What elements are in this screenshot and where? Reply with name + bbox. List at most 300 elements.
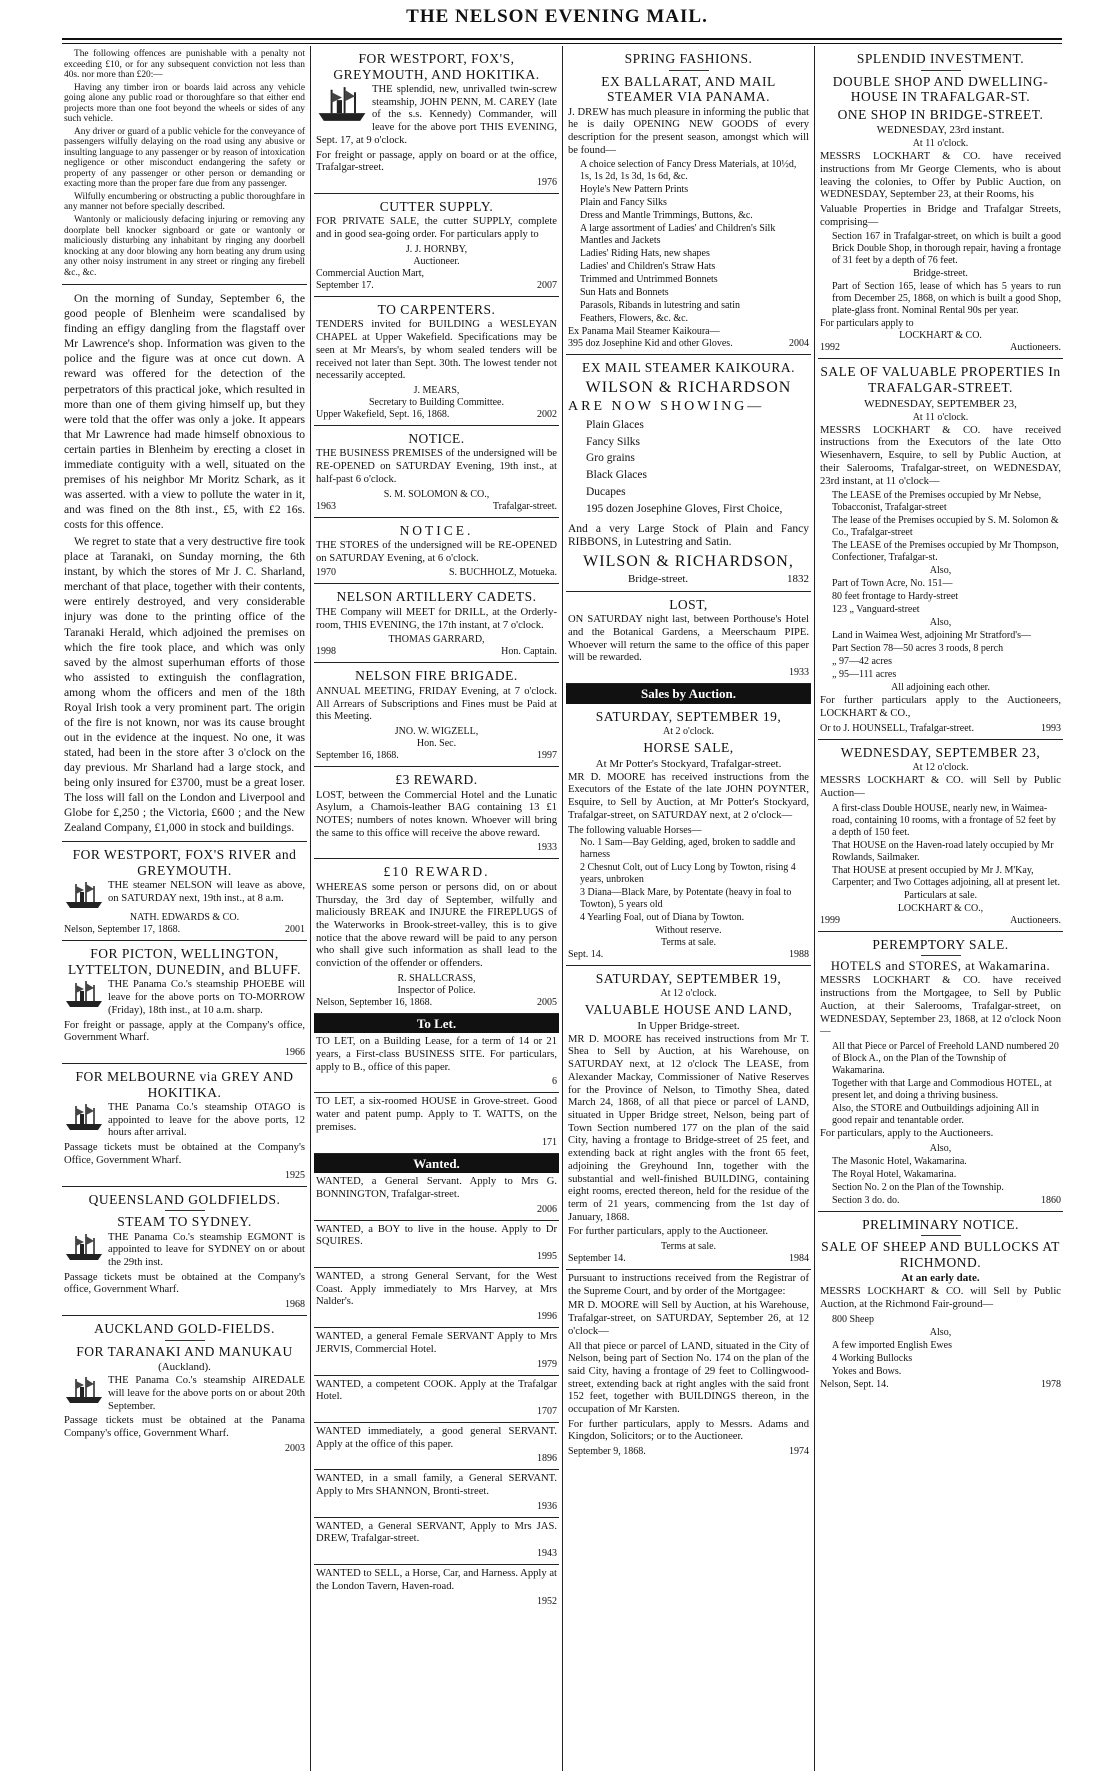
list-item: No. 1 Sam—Bay Gelding, aged, broken to saddle and harness: [580, 836, 796, 860]
ad-text: WANTED, a General Servant. Apply to Mrs G. BONNINGTON, Trafalgar-street.: [316, 1176, 557, 1200]
column-2: [314, 46, 559, 1771]
ad-notice-solomon: [314, 426, 559, 518]
ad-heading: PEREMPTORY SALE.: [872, 936, 1009, 952]
list-item: Parasols, Ribands in lutestring and satin: [580, 300, 740, 312]
ad-heading: CUTTER SUPPLY.: [379, 198, 494, 214]
list-item: Dress and Mantle Trimmings, Buttons, &c.: [580, 210, 753, 222]
list-item: Yokes and Bows.: [832, 1365, 902, 1377]
ad-subheading: VALUABLE HOUSE AND LAND,: [584, 1002, 793, 1018]
ad-text: MESSRS LOCKHART & CO. will Sell by Public Auction, at the Richmond Fair-ground—: [820, 1286, 1061, 1311]
ad-footer: [64, 1047, 305, 1059]
ad-date: September 9, 1868.: [568, 1446, 646, 1458]
column-1: [62, 46, 307, 1771]
ad-signature: LOCKHART & CO.,: [897, 902, 984, 914]
ad-text: For freight or passage, apply at the Company's office, Government Wharf.: [64, 1019, 305, 1044]
ad-signature: J. J. HORNBY,: [405, 243, 468, 255]
ad-text: All that piece or parcel of LAND, situated in the City of Nelson, being part of Section No. 174 on the plan of the said City, having a frontage of 29 feet to Collingwood-street, extending back at right angles with the said front 152 feet, together with BUILDINGS thereon, in the occupation of Mr Karsten.: [568, 1340, 809, 1416]
list-item: The LEASE of the Premises occupied by Mr Thompson, Confectioner, Trafalgar-st.: [832, 540, 1059, 564]
ad-place: Trafalgar-street.: [492, 500, 557, 512]
ad-number: 1999: [820, 914, 840, 926]
ad-heading: FOR WESTPORT, FOX'S, GREYMOUTH, AND HOKITIKA.: [333, 51, 540, 82]
ad-subheading: EX BALLARAT, AND MAIL STEAMER VIA PANAMA.: [601, 73, 776, 105]
ad-subheading: DOUBLE SHOP AND DWELLING-HOUSE IN TRAFALGAR-ST.: [832, 73, 1049, 105]
ad-text: MESSRS LOCKHART & CO. have received instructions from the Mortgagee, to Sell by Public Auction, at their Salerooms, Trafalgar-street, on WEDNESDAY, September 23, 1868, at 12 o'clock Noon—: [820, 975, 1061, 1038]
list-item: 123 „ Vanguard-street: [832, 604, 920, 616]
ad-text: WANTED, a General SERVANT, Apply to Mrs JAS. DREW, Trafalgar-street.: [316, 1520, 557, 1545]
ad-number: 2004: [789, 338, 809, 350]
ad-heading: AUCKLAND GOLD-FIELDS.: [94, 1321, 275, 1337]
ad-date: September 14.: [568, 1253, 626, 1265]
ad-text: TO LET, on a Building Lease, for a term of 14 or 21 years, a First-class BUSINESS SITE. For particulars, apply to B., office of this paper.: [316, 1036, 557, 1073]
column-divider: [562, 46, 563, 1771]
list-item: Part Section 78—50 acres 3 roods, 8 perch: [832, 643, 1004, 655]
ad-text: Passage tickets must be obtained at the Company's office, Government Wharf.: [64, 1271, 305, 1296]
ad-preliminary-notice: [818, 1212, 1063, 1395]
ad-text: MESSRS LOCKHART & CO. will Sell by Public Auction—: [820, 775, 1061, 799]
steamship-icon: [64, 979, 104, 1009]
ad-wanted: [314, 1565, 559, 1611]
ad-footer: [316, 1596, 557, 1608]
ad-text: THE BUSINESS PREMISES of the undersigned will be RE-OPENED on SATURDAY Evening, 19th inst., at half-past 6 o'clock.: [316, 448, 557, 485]
column-3: [566, 46, 811, 1771]
newspaper-title: THE NELSON EVENING MAIL.: [406, 6, 708, 27]
ad-subheading: HORSE SALE,: [643, 740, 734, 756]
penalty-paragraph: Having any timber iron or boards laid across any vehicle going alone any public road or thoroughfare so that either end projects more than one foot beyond the wheels or sides of any such vehicle.: [64, 82, 305, 125]
list-item: Trimmed and Untrimmed Bonnets: [580, 274, 718, 286]
ad-sub: At Mr Potter's Stockyard, Trafalgar-street.: [595, 757, 782, 770]
firm-name: WILSON & RICHARDSON: [585, 378, 792, 396]
ad-wanted: [314, 1268, 559, 1328]
list-item: The LEASE of the Premises occupied by Mr Nebse, Tobacconist, Trafalgar-street: [832, 490, 1042, 514]
ad-cutter-supply: [314, 194, 559, 297]
ad-footer: [316, 280, 557, 292]
ad-footer: [316, 1204, 557, 1216]
list-item: Sun Hats and Bonnets: [580, 287, 669, 299]
ad-text: THE steamer NELSON will leave as above, on SATURDAY next, 19th inst., at 8 a.m.: [108, 880, 305, 905]
ad-text: WANTED, a BOY to live in the house. Apply to Dr SQUIRES.: [316, 1223, 557, 1248]
ad-spring-fashions: [566, 46, 811, 355]
news-article: [62, 285, 307, 842]
ad-note: Also,: [929, 1326, 952, 1338]
ad-sub: In Upper Bridge-street.: [637, 1019, 740, 1032]
ad-text: THE STORES of the undersigned will be RE-OPENED on SATURDAY Evening, at 6 o'clock.: [316, 540, 557, 564]
ad-footer: [64, 1170, 305, 1182]
list-item: Section No. 2 on the Plan of the Township.: [832, 1181, 1004, 1193]
list-item: The lease of the Premises occupied by S. M. Solomon & Co., Trafalgar-street: [832, 515, 1059, 539]
ad-melbourne: [62, 1064, 307, 1187]
ad-artillery: [314, 584, 559, 663]
ad-number: 171: [542, 1136, 557, 1148]
ad-reward-3: [314, 767, 559, 859]
ad-signature: Secretary to Building Committee.: [369, 396, 504, 408]
ad-number: 2006: [537, 1203, 557, 1215]
column-divider: [814, 46, 815, 1771]
ad-number: 1984: [789, 1253, 809, 1265]
ad-sub: At an early date.: [901, 1272, 980, 1285]
ad-text: Passage tickets must be obtained at the Panama Company's office, Government Wharf.: [64, 1415, 305, 1440]
ad-number: 1963: [316, 500, 336, 512]
news-paragraph: On the morning of Sunday, September 6, the good people of Blenheim were scandalised by finding an effigy dangling from the flagstaff over Mr Lawrence's shop. Information was given to the police and the figure was at once cut down. A reward was offered for the detection of the perpetrators of this practical joke, which resulted in more than one of them giving himself up, but they were told that the offer was only a joke. It appears that Mr Lawrence had made himself obnoxious to certain parties in Blenheim by erecting a closet in immediate contiguity with a well, situated on the premises of his neighbor Mr Moritz Schark, as it was asserted. with a view to pollute the water in it, and was fined on the 8th inst., £5, with £2 16s. costs for this offence.: [64, 292, 305, 532]
list-item: Section 3 do. do.: [832, 1194, 900, 1206]
goods-line: Plain Glaces: [586, 418, 644, 431]
news-paragraph: We regret to state that a very destructive fire took place at Taranaki, on Sunday morning, the 6th instant, by which the stores of Mr J. C. Sharland, merchant of that place, together with their contents, were entirely destroyed, and very considerable injury was done to the printing office of the Taranaki Herald, which adjoined the premises on which the fire took place, and which was only saved by the almost superhuman efforts of those who assisted to extinguish the conflagration, among whom the officers and men of the 18th Royal Irish took a very prominent part. The origin of the fire is not known, nor was its cause brought out in the evidence at the inquest. No one, it was stated, had been in the store after 3 o'clock on the day previous. Mr Sharland had a large stock, and being only insured for £3700, must be a great loser. The loss will fall on the London and Liverpool and Globe for £,250 ; the Victoria, £600 ; and the New Zealand Company, £1,000 in stock and buildings.: [64, 535, 305, 835]
ad-footer: [820, 1379, 1061, 1391]
ad-wanted: [314, 1423, 559, 1470]
ad-wanted: [314, 1376, 559, 1423]
ad-note: Also,: [929, 617, 952, 629]
list-item: 800 Sheep: [832, 1313, 874, 1325]
ad-footer: [568, 1253, 809, 1265]
ad-footer: [316, 750, 557, 762]
ad-text: For particulars, apply to the Auctioneers.: [820, 1127, 994, 1139]
ad-text: WHEREAS some person or persons did, on or about Thursday, the 3rd day of September, wilfully and maliciously BREAK and INJURE the FIREPLUGS of the Waterworks in Brook-street-valley, this is to give notice that the above reward will be paid to any person who shall give such information as shall lead to the conviction of the offender or offenders.: [316, 881, 557, 970]
ad-footer: [316, 1548, 557, 1560]
ad-footer: [568, 949, 809, 961]
ad-kaikoura: [566, 355, 811, 591]
ad-sub: Bridge-street.: [913, 268, 968, 280]
ad-number: 2007: [537, 279, 557, 291]
ad-showing: ARE NOW SHOWING—: [568, 399, 765, 415]
ad-heading: QUEENSLAND GOLDFIELDS.: [88, 1191, 281, 1207]
ad-footer: [64, 1299, 305, 1311]
ad-heading: TO CARPENTERS.: [377, 301, 496, 317]
list-item: 4 Working Bullocks: [832, 1352, 913, 1364]
ad-date: Upper Wakefield, Sept. 16, 1868.: [316, 408, 450, 420]
list-item: Ladies' and Children's Straw Hats: [580, 261, 716, 273]
list-item: Together with that Large and Commodious HOTEL, at present let, and doing a thriving business.: [832, 1077, 1052, 1101]
list-item: Plain and Fancy Silks: [580, 197, 667, 209]
list-item: That HOUSE at present occupied by Mr J. M'Kay, Carpenter; and Two Cottages adjoining, all at present let.: [832, 864, 1060, 888]
ad-wanted: [314, 1470, 559, 1517]
ad-number: 2003: [285, 1442, 305, 1454]
steamship-icon: [64, 1232, 104, 1262]
ad-number: 1925: [285, 1169, 305, 1181]
ad-wanted: [314, 1173, 559, 1220]
ad-text: Part of Section 165, lease of which has 5 years to run from December 25, 1868, on which is built a good Shop, plate-glass front. Nominal Rental 90s per year.: [832, 281, 1061, 317]
firm-name: WILSON & RICHARDSON,: [583, 553, 794, 571]
list-item: A choice selection of Fancy Dress Materials, at 10½d, 1s, 1s 2d, 1s 3d, 1s 6d, &c.: [580, 159, 797, 183]
ad-heading: NOTICE.: [408, 430, 465, 446]
ad-footer: [568, 573, 809, 586]
ad-house-land: [566, 966, 811, 1270]
ad-number: 1993: [1041, 722, 1061, 734]
ad-text: 395 doz Josephine Kid and other Gloves.: [568, 338, 733, 350]
ad-number: 1995: [537, 1250, 557, 1262]
goods-line: Black Glaces: [586, 469, 647, 482]
ad-horse-sale: [566, 704, 811, 966]
ad-valuable-properties: [818, 359, 1063, 739]
ad-heading: NELSON ARTILLERY CADETS.: [336, 589, 537, 605]
ad-registrar-sale: [566, 1270, 811, 1462]
ad-place: Bridge-street.: [628, 573, 689, 586]
ad-footer: [316, 1501, 557, 1513]
ad-heading: £10 REWARD.: [383, 864, 490, 880]
ad-text: MR D. MOORE has received instructions from the Executors of the Estate of the late JOHN POYNTER, Esquire, to Sell by Auction, at Mr Potter's Stockyard, Trafalgar-street, on SATURDAY next, at 2 o'clock—: [568, 771, 809, 821]
ad-number: 1952: [537, 1595, 557, 1607]
ad-note: Terms at sale.: [660, 1241, 717, 1253]
ad-date: September 17.: [316, 279, 374, 291]
ad-text: THE Panama Co.'s steamship AIREDALE will leave for the above ports on or about 20th September.: [108, 1375, 305, 1412]
ad-subheading: SALE OF SHEEP AND BULLOCKS AT RICHMOND.: [821, 1239, 1060, 1270]
masthead: [0, 0, 1114, 30]
list-item: A first-class Double HOUSE, nearly new, in Waimea-road, containing 10 rooms, with a frontage of 52 feet by a depth of 150 feet.: [832, 802, 1056, 838]
ad-picton: [62, 941, 307, 1064]
ad-footer: [316, 409, 557, 421]
ad-wanted: [314, 1221, 559, 1268]
ad-signature: J. MEARS,: [413, 384, 460, 396]
ad-text: For particulars apply to: [820, 318, 914, 330]
ad-text: For freight or passage, apply on board or at the office, Trafalgar-street.: [316, 149, 557, 174]
ad-footer: [568, 1446, 809, 1458]
ad-signature: Inspector of Police.: [397, 984, 476, 996]
list-item: 4 Yearling Foal, out of Diana by Towton.: [580, 911, 745, 923]
list-item: The Royal Hotel, Wakamarina.: [832, 1168, 957, 1180]
ad-heading: SPRING FASHIONS.: [624, 51, 753, 66]
ad-number: 1936: [537, 1500, 557, 1512]
ad-footer: [316, 567, 557, 579]
ad-text: Or to J. HOUNSELL, Trafalgar-street.: [820, 722, 974, 734]
ad-note: Terms at sale.: [660, 936, 717, 948]
ad-text: TO LET, a six-roomed HOUSE in Grove-street. Good water and patent pump. Apply to T. WATTS, on the premises.: [316, 1096, 557, 1133]
ad-splendid-investment: [818, 46, 1063, 359]
ad-number: 1860: [1041, 1194, 1061, 1206]
ad-text: Passage tickets must be obtained at the Company's Office, Government Wharf.: [64, 1142, 305, 1166]
ad-footer: [820, 1195, 1061, 1207]
ad-footer: [568, 667, 809, 679]
ad-heading: SPLENDID INVESTMENT.: [856, 51, 1025, 66]
ad-day: WEDNESDAY, SEPTEMBER 23,: [864, 397, 1017, 410]
ad-signature: S. M. SOLOMON & CO.,: [383, 488, 490, 500]
ad-heading: SATURDAY, SEPTEMBER 19,: [595, 708, 782, 724]
ad-number: 1933: [789, 666, 809, 678]
ad-carpenters: [314, 297, 559, 426]
ad-number: 1979: [537, 1358, 557, 1370]
ad-number: 1996: [537, 1311, 557, 1323]
ad-signature: JNO. W. WIGZELL,: [394, 726, 479, 737]
ad-heading: WEDNESDAY, SEPTEMBER 23,: [840, 744, 1041, 760]
penalty-paragraph: Any driver or guard of a public vehicle for the conveyance of passengers wilfully delaying on the road using any abusive or insulting language to any passenger or by reason of intoxication negligence or other misconduct endangering the safety or property of any passenger or other person or demanding or exacting more than the proper fare due from any passenger.: [64, 126, 305, 190]
divider: [165, 1210, 205, 1211]
ad-footer: [316, 1453, 557, 1465]
section-band-wanted: Wanted.: [314, 1154, 559, 1174]
ad-date: Nelson, Sept. 14.: [820, 1378, 889, 1390]
ad-text: Ex Panama Mail Steamer Kaikoura—: [568, 326, 720, 338]
ad-footer: [316, 646, 557, 658]
column-4: [818, 46, 1063, 1771]
ad-john-penn: [314, 46, 559, 194]
ad-queensland: [62, 1187, 307, 1317]
list-item: Land in Waimea West, adjoining Mr Stratford's—: [832, 630, 1031, 642]
list-item: Feathers, Flowers, &c. &c.: [580, 313, 689, 325]
list-item: 3 Diana—Black Mare, by Potentate (heavy in foal to Towton), 5 years old: [580, 886, 792, 910]
ad-heading: £3 REWARD.: [395, 772, 478, 787]
divider: [921, 70, 961, 71]
ad-signature: Auctioneers.: [1010, 914, 1061, 926]
ad-footer: [316, 1251, 557, 1263]
steamship-icon: [64, 1102, 104, 1132]
ad-subheading: FOR TARANAKI AND MANUKAU: [76, 1343, 293, 1359]
ad-number: 1966: [285, 1046, 305, 1058]
ad-note: All adjoining each other.: [891, 682, 990, 694]
ad-text: ANNUAL MEETING, FRIDAY Evening, at 7 o'clock. All Arrears of Subscriptions and Fines must be Paid at this Meeting.: [316, 685, 557, 723]
ad-number: 1943: [537, 1548, 557, 1560]
ad-text: MESSRS LOCKHART & CO. have received instructions from the Executors of the late Otto Wiesenhavern, Esquire, to sell by Public Auction, at their Salerooms, Trafalgar-street, on WEDNESDAY, 23rd instant, at 11 o'clock—: [820, 424, 1061, 487]
steamship-icon: [64, 880, 104, 910]
ad-text: TENDERS invited for BUILDING a WESLEYAN CHAPEL at Upper Wakefield. Specifications may be seen at Mr Mears's, by whom sealed tenders will be received not later than Sept. 30th. The lowest tender not necessarily accepted.: [316, 319, 557, 382]
list-item: Also, the STORE and Outbuildings adjoining All in good repair and tenantable order.: [832, 1102, 1040, 1126]
ad-time: At 11 o'clock.: [912, 411, 969, 423]
list-item: Part of Town Acre, No. 151—: [832, 578, 953, 590]
ad-signature: Auctioneers.: [1010, 342, 1061, 354]
goods-line: 195 dozen Josephine Gloves, First Choice,: [586, 502, 783, 515]
ad-text: For further particulars, apply to Messrs. Adams and Kingdon, Solicitors; or to the Auctioneer.: [568, 1418, 809, 1443]
ad-text: THE splendid, new, unrivalled twin-screw steamship, JOHN PENN, M. CAREY (late of the s.s. Kennedy) Commander, will leave for the above port THIS EVENING, Sept. 17, at 9 o'clock.: [316, 84, 557, 146]
ad-text: ON SATURDAY night last, between Porthouse's Hotel and the Botanical Gardens, a Meerschaum PIPE. Whoever will return the same to the office of this paper will be rewarded.: [568, 614, 809, 664]
ad-text: WANTED immediately, a good general SERVANT. Apply at the office of this paper.: [316, 1425, 557, 1450]
list-item: „ 97—42 acres: [832, 656, 892, 668]
ad-text: MESSRS LOCKHART & CO. have received instructions from Mr George Clements, who is about leaving the colonies, to Offer by Public Auction, on WEDNESDAY, September 23, at their Rooms, his: [820, 151, 1061, 201]
ad-wednesday-sale: [818, 740, 1063, 932]
ad-lead: The following valuable Horses—: [568, 824, 702, 836]
ad-westport-fox: [62, 842, 307, 941]
ad-number: 1997: [537, 750, 557, 761]
goods-line: Fancy Silks: [586, 435, 640, 448]
ad-text: THE Panama Co.'s steamship EGMONT is appointed to leave for SYDNEY on or about the 29th inst.: [108, 1231, 305, 1268]
ad-footer: [568, 338, 809, 350]
ad-time: At 11 o'clock.: [912, 138, 969, 150]
ad-signature: R. SHALLCRASS,: [397, 972, 476, 984]
ad-number: 1974: [789, 1446, 809, 1458]
ad-text: Section 167 in Trafalgar-street, on which is built a good Brick Double Shop, in thorough repair, having a frontage of 31 feet by a depth of 76 feet.: [832, 231, 1061, 267]
list-item: That HOUSE on the Haven-road lately occupied by Mr Rowlands, Sailmaker.: [832, 839, 1054, 863]
ad-number: 1968: [285, 1299, 305, 1311]
ad-wanted: [314, 1518, 559, 1565]
ad-number: 1970: [316, 567, 336, 579]
ad-note: Without reserve.: [655, 924, 722, 936]
ad-note: Particulars at sale.: [903, 889, 978, 901]
ad-text: THE Panama Co.'s steamship OTAGO is appointed to leave for the above ports, 12 hours after arrival.: [108, 1102, 305, 1139]
ad-signature: LOCKHART & CO.: [899, 330, 982, 342]
ad-footer: [316, 1359, 557, 1371]
ad-subheading: ONE SHOP IN BRIDGE-STREET.: [837, 106, 1044, 122]
section-band-to-let: To Let.: [314, 1014, 559, 1034]
divider: [669, 70, 709, 71]
ad-footer: [316, 1311, 557, 1323]
ad-date: Nelson, September 16, 1868.: [316, 996, 433, 1008]
ad-heading: NELSON FIRE BRIGADE.: [355, 668, 518, 684]
divider: [921, 955, 961, 956]
ad-footer: [316, 842, 557, 854]
ad-date: September 16, 1868.: [316, 750, 399, 761]
divider: [921, 1235, 961, 1236]
ad-text: MR D. MOORE will Sell by Auction, at his Warehouse, Trafalgar-street, on SATURDAY, September 26, at 12 o'clock—: [568, 1300, 809, 1337]
ad-number: 6: [552, 1076, 557, 1088]
ad-subheading: HOTELS and STORES, at Wakamarina.: [830, 959, 1051, 974]
ad-text: J. DREW has much pleasure in informing the public that he is daily OPENING NEW GOODS of every description for the present season, amongst which will be found—: [568, 106, 809, 156]
ad-number: 2005: [537, 996, 557, 1008]
divider: [165, 1340, 205, 1341]
ad-text: For further particulars apply to the Auctioneers, LOCKHART & CO.,: [820, 695, 1061, 719]
ad-sub: (Auckland).: [158, 1361, 211, 1374]
ad-heading: FOR MELBOURNE via GREY AND HOKITIKA.: [75, 1068, 294, 1100]
ad-place: Commercial Auction Mart,: [316, 267, 425, 279]
goods-line: Ducapes: [586, 486, 626, 499]
ad-footer: [64, 924, 305, 936]
ad-text: THE Panama Co.'s steamship PHOEBE will leave for the above ports on TO-MORROW (Friday), 18th inst., at 10 a.m. sharp.: [108, 979, 305, 1016]
ad-number: 1976: [537, 176, 557, 188]
ad-subheading: STEAM TO SYDNEY.: [117, 1214, 252, 1230]
ad-footer: [316, 177, 557, 189]
penalties-notice: [62, 46, 307, 285]
ad-note: Also,: [929, 1142, 952, 1154]
ad-peremptory-sale: [818, 932, 1063, 1212]
ad-footer: [820, 915, 1061, 927]
ad-text: FOR PRIVATE SALE, the cutter SUPPLY, complete and in good sea-going order. For particulars apply to: [316, 216, 557, 241]
steamship-icon: [64, 1375, 104, 1405]
ad-note: Also,: [929, 565, 952, 577]
penalty-paragraph: Wilfully encumbering or obstructing a public thoroughfare in any manner not before specially described.: [64, 191, 305, 213]
ad-footer: [316, 1137, 557, 1149]
list-item: Hoyle's New Pattern Prints: [580, 184, 689, 196]
ad-reward-10: [314, 859, 559, 1013]
goods-line: Gro grains: [586, 452, 635, 465]
ad-signature: Hon. Captain.: [501, 646, 557, 658]
ad-text: WANTED, in a small family, a General SERVANT. Apply to Mrs SHANNON, Bronti-street.: [316, 1473, 557, 1498]
ad-signature: Auctioneer.: [413, 255, 460, 267]
column-divider: [310, 46, 311, 1771]
ad-signature: S. BUCHHOLZ, Motueka.: [448, 567, 557, 579]
list-item: A few imported English Ewes: [832, 1339, 952, 1351]
ad-number: 1998: [316, 646, 336, 658]
newspaper-page: [62, 46, 1062, 1771]
ad-lost: [566, 592, 811, 684]
ad-heading: FOR WESTPORT, FOX'S RIVER and GREYMOUTH.: [72, 847, 297, 878]
ad-time: At 12 o'clock.: [912, 762, 969, 774]
ad-signature: Hon. Sec.: [416, 738, 457, 749]
ad-heading: LOST,: [669, 596, 708, 612]
ad-footer: [64, 1443, 305, 1455]
penalty-paragraph: Wantonly or maliciously defacing injuring or removing any doorplate bell knocker signboard or gate or wantonly or maliciously disturbing any inhabitant by ringing any doorbell knocking at any door blowing any horn beating any drum using any other noisy instrument in any street or ringing any firebell &c., &c.: [64, 214, 305, 278]
list-item: 2 Chesnut Colt, out of Lucy Long by Towton, rising 4 years, unbroken: [580, 861, 796, 885]
list-item: Ladies' Riding Hats, new shapes: [580, 248, 710, 260]
ad-number: 1896: [537, 1453, 557, 1465]
ad-date: Sept. 14.: [568, 948, 604, 960]
ad-date: Nelson, September 17, 1868.: [64, 924, 181, 936]
ad-to-let: [314, 1093, 559, 1153]
ad-heading: PRELIMINARY NOTICE.: [862, 1216, 1019, 1232]
list-item: All that Piece or Parcel of Freehold LAND numbered 20 of Block A., on the Plan of the Township of Wakamarina.: [832, 1040, 1059, 1076]
ad-text: Pursuant to instructions received from the Registrar of the Supreme Court, and by order of the Mortgagee:: [568, 1273, 809, 1297]
ad-footer: [820, 342, 1061, 354]
ad-heading: NOTICE.: [399, 522, 474, 538]
list-item: 80 feet frontage to Hardy-street: [832, 591, 959, 603]
ad-footer: [316, 501, 557, 513]
ad-footer: [316, 1406, 557, 1418]
ad-signature: THOMAS GARRARD,: [388, 634, 485, 646]
ad-text: MR D. MOORE has received instructions from Mr T. Shea to Sell by Auction, at his Warehouse, on SATURDAY next, at 12 o'clock The LEASE, from Alexander Mackay, Commissioner of Native Reserves for the Province of Nelson, to Timothy Shea, dated March 24, 1868, of all that piece or parcel of LAND, situated in Upper Bridge street, Nelson, being part of Town Section numbered 177 on the plan of the said City, having a frontage to Bridge-street of 25 feet, and extending back at right angles with the front 65 feet, adjoining the Greyhound Inn, together with the substantial and well-finished BUILDING, containing eight rooms, erected thereon, held for the residue of the term of 21 years, commencing from the 1st day of January, 1868.: [568, 1033, 809, 1223]
ad-number: 1707: [537, 1405, 557, 1417]
ad-auckland: [62, 1316, 307, 1459]
ad-text: WANTED to SELL, a Horse, Car, and Harness. Apply at the London Tavern, Haven-road.: [316, 1568, 557, 1592]
ad-number: 2002: [537, 408, 557, 420]
ad-text: And a very Large Stock of Plain and Fancy RIBBONS, in Lutestring and Satin.: [568, 522, 809, 549]
ad-notice-buchholz: [314, 518, 559, 585]
ad-footer: [820, 723, 1061, 735]
ad-text: THE Company will MEET for DRILL, at the Orderly-room, THIS EVENING, the 17th instant, at 7 o'clock.: [316, 606, 557, 631]
penalty-paragraph: The following offences are punishable with a penalty not exceeding £10, or for any subsequent conviction not less than 40s. nor more than £20:—: [64, 49, 305, 81]
ad-signature: NATH. EDWARDS & CO.: [129, 912, 240, 924]
steamship-icon: [316, 84, 368, 124]
